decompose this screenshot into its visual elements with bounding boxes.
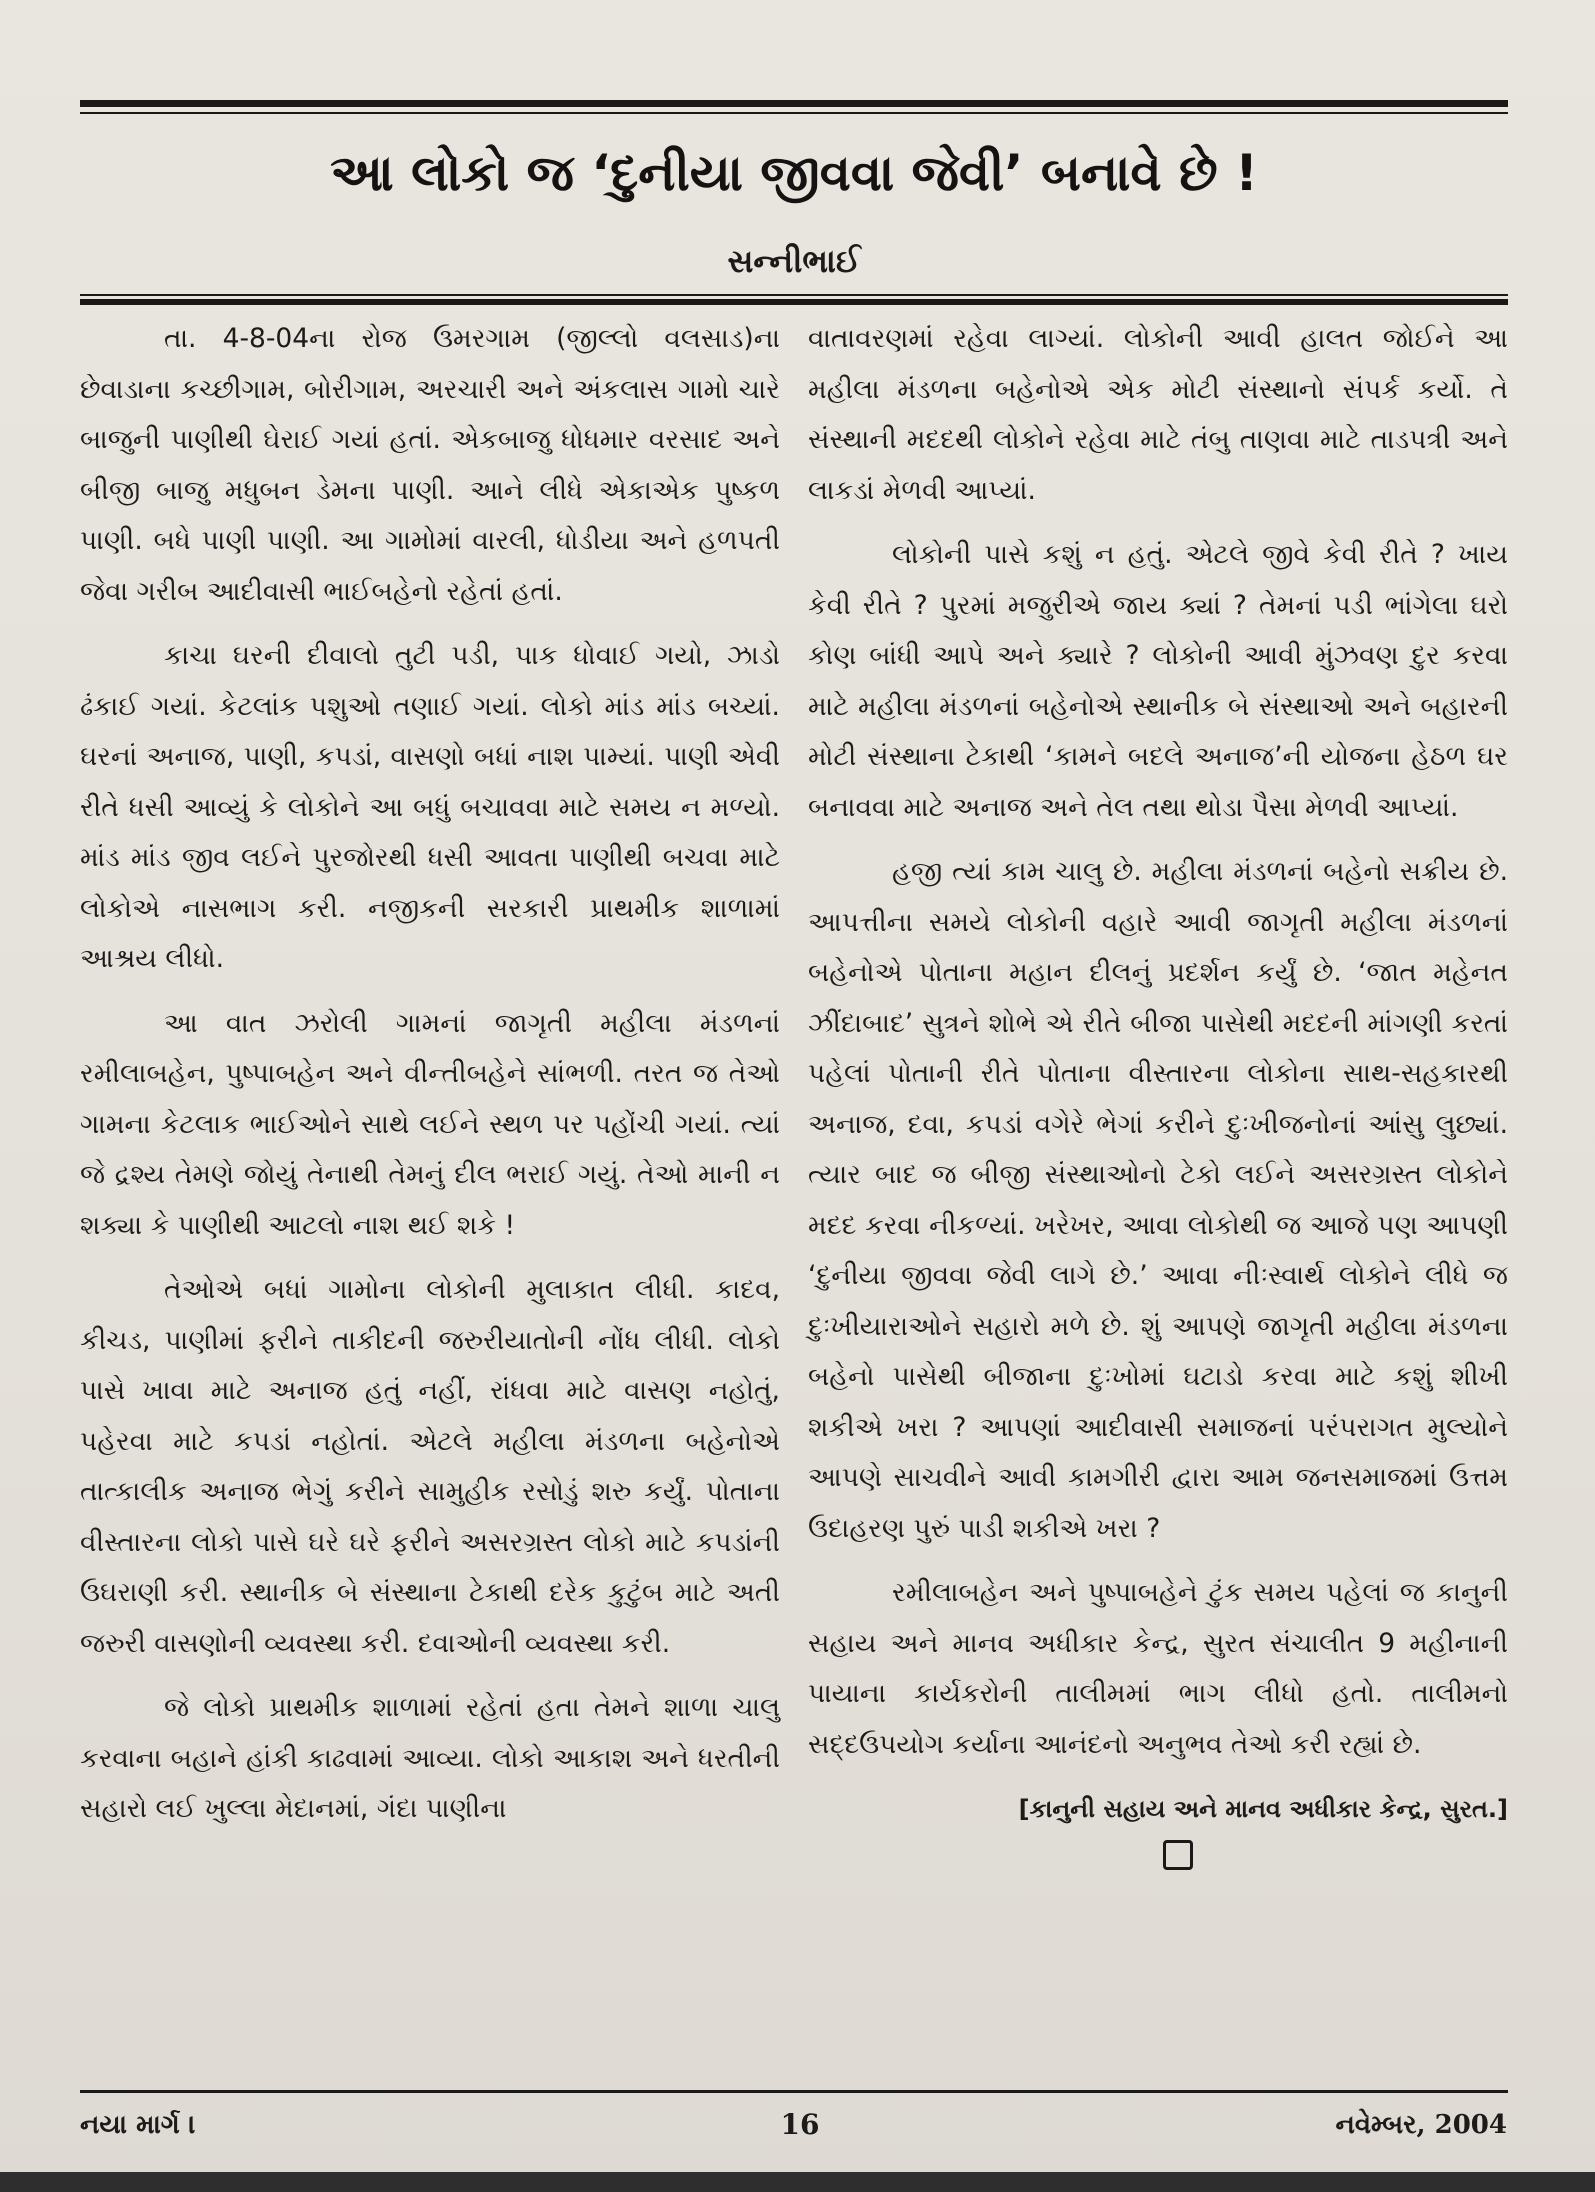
- footer-publication: નયા માર્ગ ।: [80, 2110, 196, 2140]
- left-column: [80, 314, 780, 1849]
- paragraph: લોકોની પાસે કશું ન હતું. એટલે જીવે કેવી રીતે ? ખાય કેવી રીતે ? પુરમાં મજુરીએ જાય ક્યાં ? તેમનાં પડી ભાંગેલા ઘરો કોણ બાંધી આપે અને ક્યારે ? લોકોની આવી મુંઝવણ દુર કરવા માટે મહીલા મંડળનાં બહેનોએ સ્થાનીક બે સંસ્થાઓ અને બહારની મોટી સંસ્થાના ટેકાથી ‘કામને બદલે અનાજ’ની યોજના હેઠળ ઘર બનાવવા માટે અનાજ અને તેલ તથા થોડા પૈસા મેળવી આપ્યાં.: [808, 539, 1508, 823]
- article-author: સન્નીભાઈ: [727, 242, 861, 280]
- header-rule-thin: [80, 294, 1508, 296]
- scan-edge: [0, 2172, 1595, 2192]
- top-rule-thin: [80, 112, 1508, 114]
- header-rule-thick: [80, 299, 1508, 305]
- paragraph: તા. 4-8-04ના રોજ ઉમરગામ (જીલ્લો વલસાડ)ના છેવાડાના કચ્છીગામ, બોરીગામ, અરચારી અને અંકલાસ ગામો ચારે બાજુની પાણીથી ઘેરાઈ ગયાં હતાં. એકબાજુ ધોધમાર વરસાદ અને બીજી બાજુ મધુબન ડેમના પાણી. આને લીધે એકાએક પુષ્કળ પાણી. બધે પાણી પાણી. આ ગામોમાં વારલી, ધોડીયા અને હળપતી જેવા ગરીબ આદીવાસી ભાઈબહેનો રહેતાં હતાં.: [80, 323, 780, 607]
- end-mark-icon: [1163, 1840, 1193, 1870]
- paragraph: કાચા ઘરની દીવાલો તુટી પડી, પાક ધોવાઈ ગયો, ઝાડો ઢંકાઈ ગયાં. કેટલાંક પશુઓ તણાઈ ગયાં. લોકો માંડ માંડ બચ્યાં. ઘરનાં અનાજ, પાણી, કપડાં, વાસણો બધાં નાશ પામ્યાં. પાણી એવી રીતે ધસી આવ્યું કે લોકોને આ બધું બચાવવા માટે સમય ન મળ્યો. માંડ માંડ જીવ લઈને પુરજોરથી ધસી આવતા પાણીથી બચવા માટે લોકોએ નાસભાગ કરી. નજીકની સરકારી પ્રાથમીક શાળામાં આશ્રય લીધો.: [80, 640, 780, 974]
- top-rule-thick: [80, 100, 1508, 107]
- right-column: [808, 314, 1508, 1870]
- footer-page-number: 16: [780, 2108, 820, 2141]
- paragraph: જે લોકો પ્રાથમીક શાળામાં રહેતાં હતા તેમને શાળા ચાલુ કરવાના બહાને હાંકી કાઢવામાં આવ્યા. લોકો આકાશ અને ધરતીની સહારો લઈ ખુલ્લા મેદાનમાં, ગંદા પાણીના: [80, 1692, 780, 1824]
- paragraph: હજી ત્યાં કામ ચાલુ છે. મહીલા મંડળનાં બહેનો સક્રીય છે. આપત્તીના સમયે લોકોની વહારે આવી જાગૃતી મહીલા મંડળનાં બહેનોએ પોતાના મહાન દીલનું પ્રદર્શન કર્યું છે. ‘જાત મહેનત ઝીંદાબાદ’ સુત્રને શોભે એ રીતે બીજા પાસેથી મદદની માંગણી કરતાં પહેલાં પોતાની રીતે પોતાના વીસ્તારના લોકોના સાથ-સહકારથી અનાજ, દવા, કપડાં વગેરે ભેગાં કરીને દુઃખીજનોનાં આંસુ લુછ્યાં. ત્યાર બાદ જ બીજી સંસ્થાઓનો ટેકો લઈને અસરગ્રસ્ત લોકોને મદદ કરવા નીકળ્યાં. ખરેખર, આવા લોકોથી જ આજે પણ આપણી ‘દુનીયા જીવવા જેવી લાગે છે.’ આવા નીઃસ્વાર્થ લોકોને લીધે જ દુઃખીયારાઓને સહારો મળે છે. શું આપણે જાગૃતી મહીલા મંડળના બહેનો પાસેથી બીજાના દુઃખોમાં ઘટાડો કરવા માટે કશું શીખી શકીએ ખરા ? આપણાં આદીવાસી સમાજનાં પરંપરાગત મુલ્યોને આપણે સાચવીને આવી કામગીરી દ્વારા આમ જનસમાજમાં ઉત્તમ ઉદાહરણ પુરું પાડી શકીએ ખરા ?: [808, 856, 1508, 1544]
- paragraph: આ વાત ઝરોલી ગામનાં જાગૃતી મહીલા મંડળનાં રમીલાબહેન, પુષ્પાબહેન અને વીન્તીબહેને સાંભળી. તરત જ તેઓ ગામના કેટલાક ભાઈઓને સાથે લઈને સ્થળ પર પહોંચી ગયાં. ત્યાં જે દ્રશ્ય તેમણે જોયું તેનાથી તેમનું દીલ ભરાઈ ગયું. તેઓ માની ન શક્યા કે પાણીથી આટલો નાશ થઈ શકે !: [80, 1007, 780, 1241]
- paragraph: તેઓએ બધાં ગામોના લોકોની મુલાકાત લીધી. કાદવ, કીચડ, પાણીમાં ફરીને તાકીદની જરુરીયાતોની નોંધ લીધી. લોકો પાસે ખાવા માટે અનાજ હતું નહીં, રાંધવા માટે વાસણ નહોતું, પહેરવા માટે કપડાં નહોતાં. એટલે મહીલા મંડળના બહેનોએ તાત્કાલીક અનાજ ભેગું કરીને સામુહીક રસોડું શરુ કર્યું. પોતાના વીસ્તારના લોકો પાસે ઘરે ઘરે ફરીને અસરગ્રસ્ત લોકો માટે કપડાંની ઉઘરાણી કરી. સ્થાનીક બે સંસ્થાના ટેકાથી દરેક કુટુંબ માટે અતી જરુરી વાસણોની વ્યવસ્થા કરી. દવાઓની વ્યવસ્થા કરી.: [80, 1274, 780, 1659]
- paragraph: રમીલાબહેન અને પુષ્પાબહેને ટુંક સમય પહેલાં જ કાનુની સહાય અને માનવ અધીકાર કેન્દ્ર, સુરત સંચાલીત 9 મહીનાની પાયાના કાર્યકરોની તાલીમમાં ભાગ લીધો હતો. તાલીમનો સદ્દઉપયોગ કર્યાના આનંદનો અનુભવ તેઓ કરી રહ્યાં છે.: [808, 1577, 1508, 1760]
- article-source: [કાનુની સહાય અને માનવ અધીકાર કેન્દ્ર, સુરત.]: [1018, 1795, 1508, 1823]
- footer-rule: [80, 2090, 1508, 2093]
- paragraph: વાતાવરણમાં રહેવા લાગ્યાં. લોકોની આવી હાલત જોઈને આ મહીલા મંડળના બહેનોએ એક મોટી સંસ્થાનો સંપર્ક કર્યો. તે સંસ્થાની મદદથી લોકોને રહેવા માટે તંબુ તાણવા માટે તાડપત્રી અને લાકડાં મેળવી આપ્યાં.: [808, 323, 1508, 506]
- article-title: આ લોકો જ ‘દુનીયા જીવવા જેવી’ બનાવે છે !: [330, 144, 1258, 202]
- footer-date: નવેમ્બર, 2004: [1335, 2110, 1507, 2140]
